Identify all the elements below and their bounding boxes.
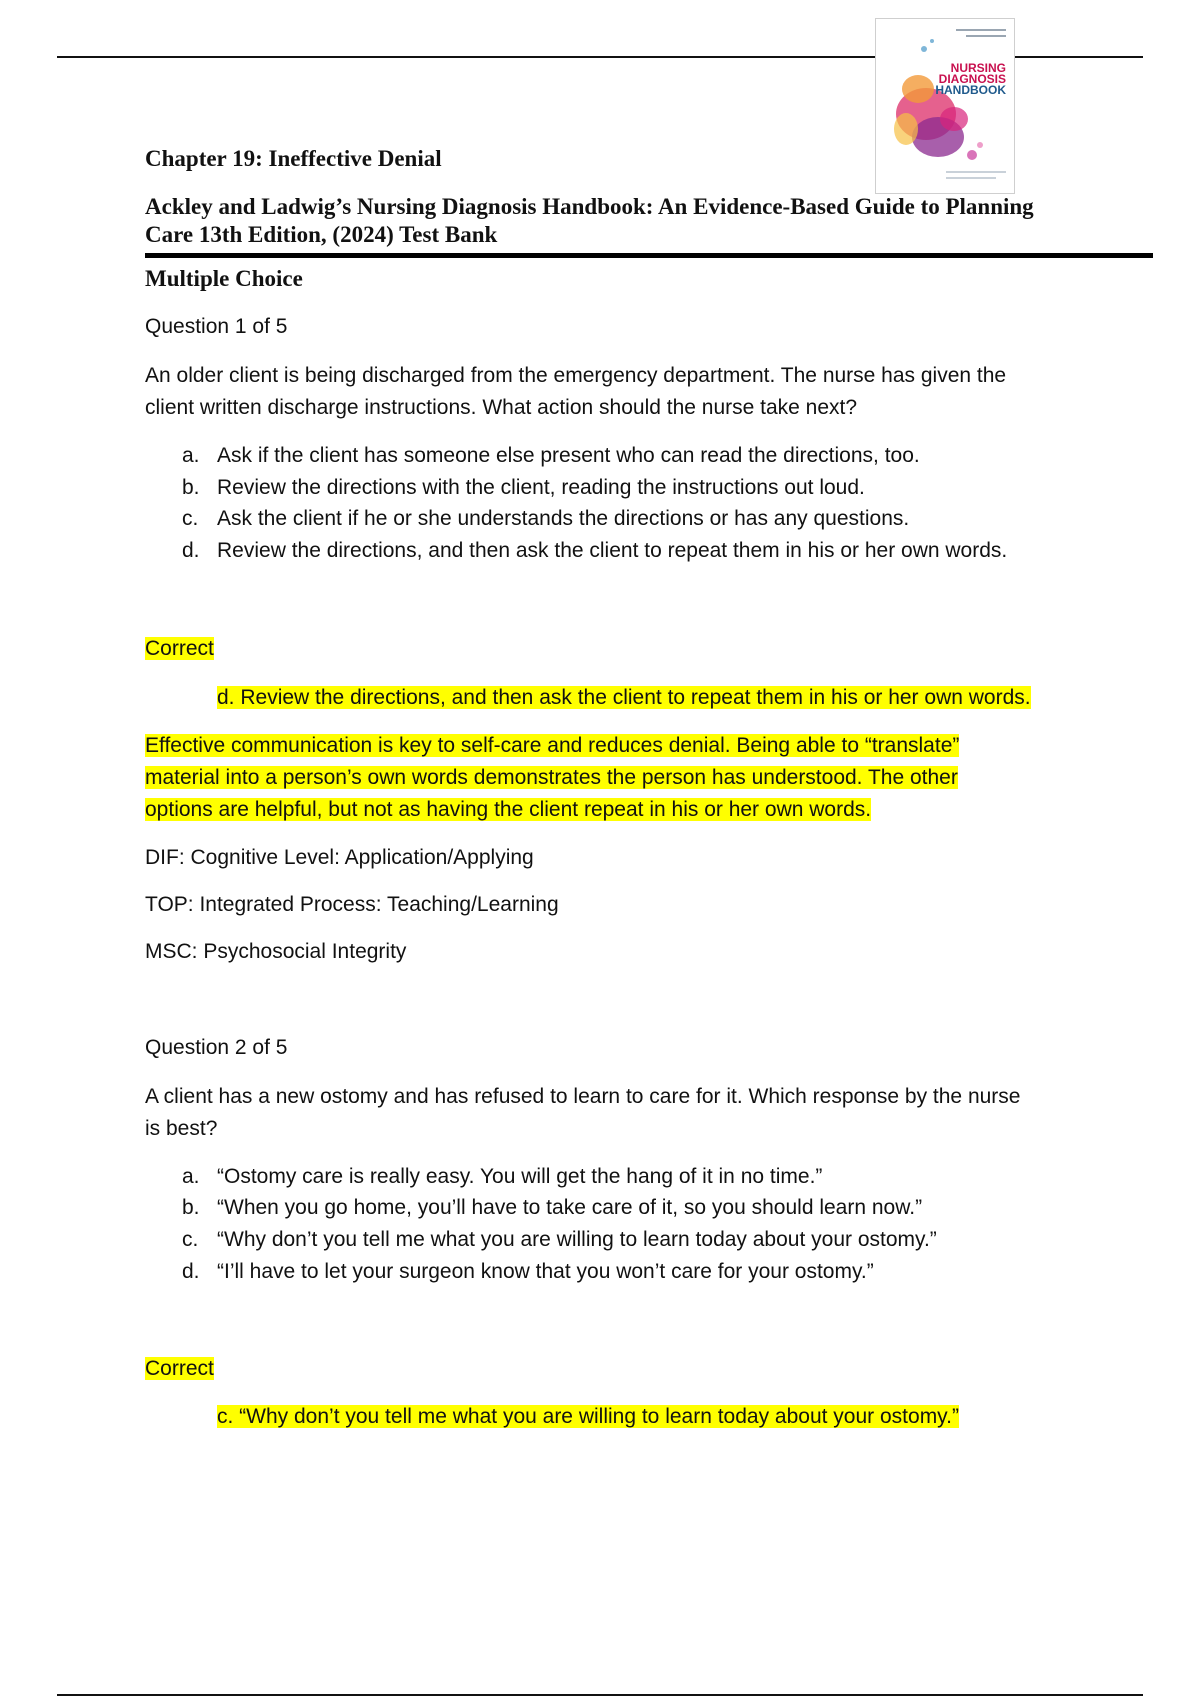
cover-title-line: HANDBOOK [935, 83, 1006, 97]
cover-title-line: DIAGNOSIS [938, 72, 1006, 86]
correct-answer-text: c. “Why don’t you tell me what you are willing to learn today about your ostomy.” [217, 1405, 959, 1428]
option-letter: a. [182, 444, 200, 467]
option-letter: c. [182, 507, 199, 530]
book-title-line: Care 13th Edition, (2024) Test Bank [145, 222, 498, 247]
question-counter: Question 1 of 5 [145, 315, 288, 338]
correct-label-text: Correct [145, 1357, 214, 1380]
option-text: “I’ll have to let your surgeon know that you won’t care for your ostomy.” [217, 1260, 874, 1283]
option-letter: d. [182, 1260, 200, 1283]
top-line: TOP: Integrated Process: Teaching/Learning [145, 893, 559, 916]
question-stem [145, 1081, 1075, 1145]
cover-art [876, 19, 1014, 193]
correct-answer [217, 1401, 959, 1433]
option-text: “Why don’t you tell me what you are willing to learn today about your ostomy.” [217, 1228, 937, 1251]
correct-answer [217, 682, 1031, 714]
option-letter: c. [182, 1228, 199, 1251]
answer-option [182, 1161, 822, 1193]
book-title [145, 193, 1105, 249]
rationale-line: Effective communication is key to self-care and reduces denial. Being able to “translate” [145, 734, 960, 757]
answer-option [182, 1224, 937, 1256]
dif-line: DIF: Cognitive Level: Application/Applying [145, 846, 534, 869]
rationale [145, 730, 1075, 826]
correct-label [145, 1353, 214, 1385]
book-title-line: Ackley and Ladwig’s Nursing Diagnosis Handbook: An Evidence-Based Guide to Planning [145, 194, 1034, 219]
answer-option [182, 440, 920, 472]
option-text: Ask the client if he or she understands the directions or has any questions. [217, 507, 910, 530]
bottom-rule [57, 1694, 1143, 1696]
stem-line: An older client is being discharged from the emergency department. The nurse has given the [145, 364, 1007, 387]
option-text: Review the directions, and then ask the client to repeat them in his or her own words. [217, 539, 1008, 562]
option-text: “Ostomy care is really easy. You will get the hang of it in no time.” [217, 1165, 823, 1188]
answer-option [182, 503, 909, 535]
cover-title [935, 63, 1006, 96]
answer-option [182, 535, 1007, 567]
book-cover-image [875, 18, 1015, 194]
correct-answer-text: d. Review the directions, and then ask the client to repeat them in his or her own words. [217, 686, 1031, 709]
rationale-line: options are helpful, but not as having the client repeat in his or her own words. [145, 798, 872, 821]
header-divider [145, 253, 1153, 258]
option-letter: b. [182, 476, 200, 499]
question-stem [145, 360, 1075, 424]
chapter-title: Chapter 19: Ineffective Denial [145, 146, 442, 171]
correct-label [145, 633, 214, 665]
msc-line: MSC: Psychosocial Integrity [145, 940, 407, 963]
correct-label-text: Correct [145, 637, 214, 660]
option-text: Ask if the client has someone else present who can read the directions, too. [217, 444, 920, 467]
stem-line: client written discharge instructions. What action should the nurse take next? [145, 396, 858, 419]
option-letter: b. [182, 1196, 200, 1219]
option-text: Review the directions with the client, reading the instructions out loud. [217, 476, 865, 499]
rationale-line: material into a person’s own words demonstrates the person has understood. The other [145, 766, 958, 789]
option-letter: d. [182, 539, 200, 562]
stem-line: A client has a new ostomy and has refused to learn to care for it. Which response by the nurse [145, 1085, 1021, 1108]
stem-line: is best? [145, 1117, 218, 1140]
cover-title-line: NURSING [950, 61, 1006, 75]
question-counter: Question 2 of 5 [145, 1036, 288, 1059]
answer-option [182, 472, 865, 504]
option-text: “When you go home, you’ll have to take care of it, so you should learn now.” [217, 1196, 923, 1219]
answer-option [182, 1192, 922, 1224]
section-heading: Multiple Choice [145, 266, 303, 291]
answer-option [182, 1256, 874, 1288]
option-letter: a. [182, 1165, 200, 1188]
